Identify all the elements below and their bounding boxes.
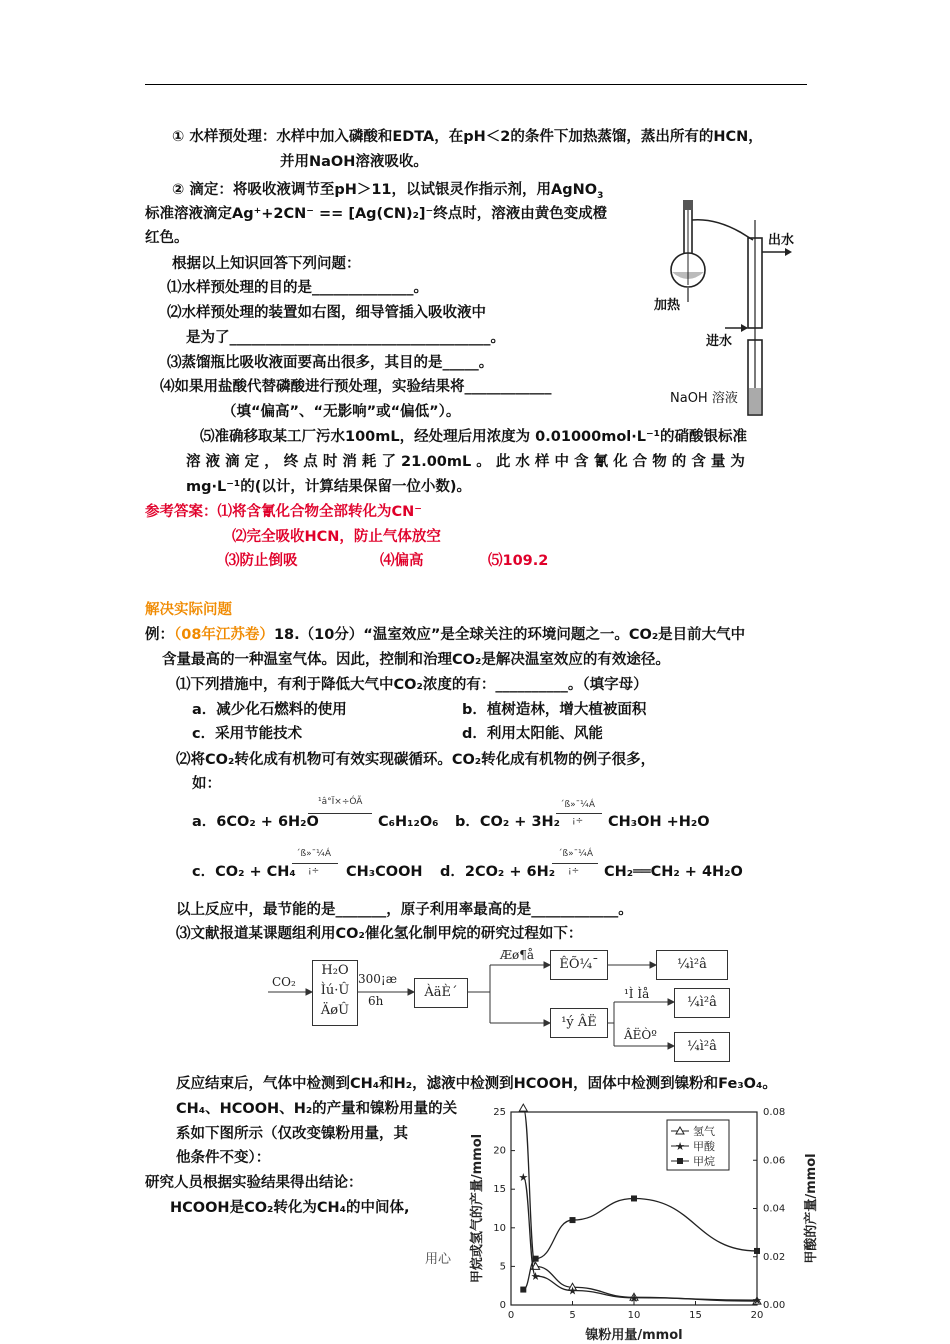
question-1: ⑴水样预处理的目的是______________。 xyxy=(167,280,428,296)
result-line-3: 系如下图所示（仅改变镍粉用量，其 xyxy=(176,1126,408,1142)
answer-3: ⑶防止倒吸 xyxy=(225,553,298,569)
series-line xyxy=(523,1198,757,1289)
step1-line: ① 水样预处理：水样中加入磷酸和EDTA，在pH＜2的条件下加热蒸馏，蒸出所有的HCN， xyxy=(172,129,763,145)
reaction-c-condition2: ¡÷ xyxy=(308,866,320,876)
star-marker: ★ xyxy=(675,1140,685,1153)
y-right-tick-label: 0.02 xyxy=(763,1251,786,1263)
x-axis-label: 镍粉用量/mmol xyxy=(585,1328,683,1343)
triangle-marker xyxy=(519,1104,527,1111)
flow-detect-box-1: ¼ì²â xyxy=(656,950,728,980)
question-5b: 溶 液 滴 定 ， 终 点 时 消 耗 了 21.00mL 。 此 水 样 中 含 氰 化 合 物 的 含 量 为 xyxy=(186,454,745,470)
question-4: ⑷如果用盐酸代替磷酸进行预处理，实验结果将____________ xyxy=(160,379,552,395)
question-5: ⑸准确移取某工厂污水100mL，经处理后用浓度为 0.01000mol·L⁻¹的硝酸银标准 xyxy=(200,429,747,445)
y-tick-label: 0 xyxy=(499,1300,506,1311)
result-line-5: 研究人员根据实验结果得出结论： xyxy=(145,1175,363,1191)
flow-detect-box-3: ¼ì²â xyxy=(674,1032,730,1062)
legend-label: 甲烷 xyxy=(693,1155,715,1168)
reaction-d-left: d．2CO₂ + 6H₂ xyxy=(440,864,556,880)
reaction-a-right: C₆H₁₂O₆ xyxy=(378,814,439,830)
flow-filter-box: ¹ý ÂË xyxy=(550,1008,608,1038)
question-2: ⑵水样预处理的装置如右图，细导管插入吸收液中 xyxy=(167,305,486,321)
x-tick-label: 5 xyxy=(569,1310,576,1321)
reaction-c-left: c．CO₂ + CH₄ xyxy=(192,864,296,880)
reaction-b-condition2: ¡÷ xyxy=(572,816,584,826)
option-b: b．植树造林，增大植被面积 xyxy=(462,702,647,718)
option-a: a．减少化石燃料的使用 xyxy=(192,702,347,718)
legend-label: 氢气 xyxy=(693,1125,715,1138)
y-tick-label: 5 xyxy=(499,1261,506,1273)
reaction-c-right: CH₃COOH xyxy=(346,864,423,880)
reaction-b-right: CH₃OH +H₂O xyxy=(608,814,710,830)
question-4b: （填“偏高”、“无影响”或“偏低”）。 xyxy=(222,404,461,420)
y-tick-label: 15 xyxy=(493,1184,506,1196)
square-marker xyxy=(570,1217,576,1223)
y-right-tick-label: 0.04 xyxy=(763,1203,786,1215)
legend-label: 甲酸 xyxy=(693,1140,715,1153)
example-q1: ⑴下列措施中，有利于降低大气中CO₂浓度的有：__________。（填字母） xyxy=(176,677,648,693)
flow-collect-box: ÊÕ¼¯ xyxy=(550,950,608,980)
answer-5: ⑸109.2 xyxy=(488,553,549,569)
x-tick-label: 15 xyxy=(689,1310,702,1321)
yield-chart xyxy=(455,1100,835,1344)
naoh-label: NaOH 溶液 xyxy=(670,391,738,406)
y-right-tick-label: 0.08 xyxy=(763,1107,786,1118)
example-q2c: 以上反应中，最节能的是_______，原子利用率最高的是____________。 xyxy=(176,902,633,918)
result-line-4: 他条件不变）： xyxy=(176,1150,271,1166)
flow-condition-temp: 300¡æ xyxy=(358,972,398,986)
reaction-a-left: a．6CO₂ + 6H₂O xyxy=(192,814,319,830)
flow-filtrate-label: ÂËÒº xyxy=(624,1028,657,1042)
inlet-label: 进水 xyxy=(706,334,733,349)
flow-gas-label: Æø¶å xyxy=(500,948,535,962)
outlet-label: 出水 xyxy=(768,233,795,248)
question-5c: mg·L⁻¹的(以计，计算结果保留一位小数)。 xyxy=(186,479,471,495)
square-marker xyxy=(631,1195,637,1201)
star-marker: ★ xyxy=(530,1270,541,1284)
square-marker xyxy=(533,1256,539,1262)
flow-cool-box: ÀäÈ´ xyxy=(414,978,468,1008)
example-q3: ⑶文献报道某课题组利用CO₂催化氢化制甲烷的研究过程如下： xyxy=(176,926,583,942)
star-marker: ★ xyxy=(567,1284,578,1298)
y-tick-label: 25 xyxy=(493,1107,506,1118)
x-tick-label: 0 xyxy=(507,1310,515,1321)
y-right-tick-label: 0.00 xyxy=(763,1300,786,1311)
option-d: d．利用太阳能、风能 xyxy=(462,726,603,742)
step2-line3: 红色。 xyxy=(145,230,189,246)
example-q2: ⑵将CO₂转化成有机物可有效实现碳循环。CO₂转化成有机物的例子很多， xyxy=(176,752,656,768)
answer-1: 参考答案：⑴将含氰化合物全部转化为CN⁻ xyxy=(145,504,422,520)
flow-co2: CO₂ xyxy=(272,975,296,989)
option-c: c．采用节能技术 xyxy=(192,726,303,742)
reaction-d-condition2: ¡÷ xyxy=(568,866,580,876)
x-tick-label: 20 xyxy=(750,1310,764,1321)
reaction-b-condition: ´ß»¯¼Á xyxy=(560,800,596,810)
star-marker: ★ xyxy=(752,1294,762,1308)
y-right-tick-label: 0.06 xyxy=(763,1155,786,1167)
star-marker: ★ xyxy=(518,1171,529,1185)
reaction-d-right: CH₂══CH₂ + 4H₂O xyxy=(604,864,743,880)
star-marker: ★ xyxy=(629,1291,639,1305)
reaction-b-left: b．CO₂ + 3H₂ xyxy=(455,814,561,830)
reaction-c-condition: ´ß»¯¼Á xyxy=(296,849,332,859)
question-2b: 是为了____________________________________。 xyxy=(186,330,505,346)
flow-reactor-box: H₂O Ìú·Û ÄøÛ xyxy=(312,960,358,1026)
step1-line2: 并用NaOH溶液吸收。 xyxy=(280,154,428,170)
section-title: 解决实际问题 xyxy=(145,602,232,618)
square-marker xyxy=(754,1248,760,1254)
heat-label: 加热 xyxy=(654,298,681,313)
result-line-1: 反应结束后，气体中检测到CH₄和H₂，滤液中检测到HCOOH，固体中检测到镍粉和Fe₃O₄。 xyxy=(176,1076,777,1092)
flow-solid-label: ¹Ì Ìå xyxy=(624,987,650,1001)
y-tick-label: 20 xyxy=(493,1145,506,1157)
square-marker xyxy=(677,1158,683,1164)
footer-text: 用心 xyxy=(425,1252,452,1267)
answer-2: ⑵完全吸收HCN，防止气体放空 xyxy=(232,529,441,545)
flow-condition-time: 6h xyxy=(368,994,384,1008)
reaction-a-condition: ¹â°Ï×÷ÓÃ xyxy=(318,797,363,807)
example-line-1: 例：（08年江苏卷）18.（10分）“温室效应”是全球关注的环境问题之一。CO₂是目前大气中 xyxy=(145,627,746,643)
step2-line2: 标准溶液滴定Ag⁺+2CN⁻ == [Ag(CN)₂]⁻终点时，溶液由黄色变成橙 xyxy=(145,206,608,222)
y-right-axis-label: 甲酸的产量/mmol xyxy=(804,1153,819,1264)
step2-line: ② 滴定：将吸收液调节至pH＞11，以试银灵作指示剂，用AgNO$_3$ xyxy=(172,182,604,201)
result-line-2: CH₄、HCOOH、H₂的产量和镍粉用量的关 xyxy=(176,1101,458,1117)
y-axis-label: 甲烷或氢气的产量/mmol xyxy=(470,1133,485,1284)
example-q2b: 如： xyxy=(192,776,221,792)
square-marker xyxy=(520,1287,526,1293)
instructions: 根据以上知识回答下列问题： xyxy=(172,256,361,272)
question-3: ⑶蒸馏瓶比吸收液面要高出很多，其目的是_____。 xyxy=(167,355,494,371)
example-line-2: 含量最高的一种温室气体。因此，控制和治理CO₂是解决温室效应的有效途径。 xyxy=(162,652,670,668)
flow-detect-box-2: ¼ì²â xyxy=(674,988,730,1018)
answer-4: ⑷偏高 xyxy=(380,553,424,569)
reaction-d-condition: ´ß»¯¼Á xyxy=(558,849,594,859)
y-tick-label: 10 xyxy=(493,1222,506,1234)
x-tick-label: 10 xyxy=(627,1310,641,1321)
result-line-6: HCOOH是CO₂转化为CH₄的中间体, xyxy=(170,1200,410,1216)
